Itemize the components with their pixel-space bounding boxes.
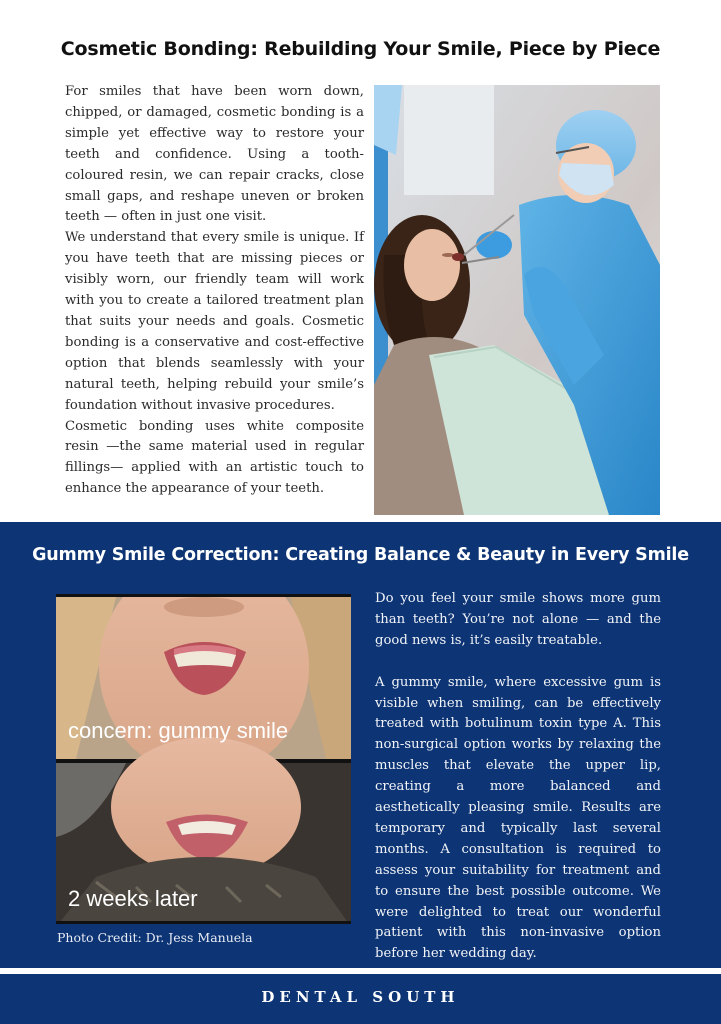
bonding-paragraph-1: For smiles that have been worn down, chipped, or damaged, cosmetic bonding is a simple yet effective way to restore your teeth and confidence. Using a tooth-coloured resin, we can repair cracks, close small gaps, and reshape uneven or broken teeth — often in just one visit.	[65, 84, 364, 225]
brand-name: DENTAL SOUTH	[261, 988, 460, 1006]
before-after-photos	[56, 594, 351, 924]
before-after-illustration	[56, 597, 351, 924]
before-caption: concern: gummy smile	[68, 718, 289, 743]
photo-credit: Photo Credit: Dr. Jess Manuela	[57, 930, 253, 945]
bonding-paragraph-3: Cosmetic bonding uses white composite resin —the same material used in regular fillings— applied with an artistic touch to enhance the appearance of your teeth.	[65, 418, 364, 497]
after-caption: 2 weeks later	[68, 886, 198, 911]
cosmetic-bonding-title: Cosmetic Bonding: Rebuilding Your Smile, Piece by Piece	[60, 38, 661, 60]
dental-photo-illustration	[374, 85, 660, 515]
gummy-paragraph-2: A gummy smile, where excessive gum is visible when smiling, can be effectively treated with botulinum toxin type A. This non-surgical option works by relaxing the muscles that elevate the upper lip, creating a more balanced and aesthetically pleasing smile. Results are temporary and typically last several months. A consultation is required to assess your suitability for treatment and to ensure the best possible outcome. We were delighted to treat our wonderful patient with this non-invasive option before her wedding day.	[375, 674, 661, 962]
dentist-treating-patient-photo	[374, 85, 660, 515]
gummy-paragraph-1: Do you feel your smile shows more gum than teeth? You’re not alone — and the good news is, it’s easily treatable.	[375, 591, 661, 648]
gummy-smile-body	[375, 589, 661, 965]
gummy-smile-title: Gummy Smile Correction: Creating Balance & Beauty in Every Smile	[32, 545, 689, 565]
cosmetic-bonding-body	[65, 82, 364, 500]
bonding-paragraph-2: We understand that every smile is unique. If you have teeth that are missing pieces or visibly worn, our friendly team will work with you to create a tailored treatment plan that suits your needs and goals. Cosmetic bonding is a conservative and cost-effective option that blends seamlessly with your natural teeth, helping rebuild your smile’s foundation without invasive procedures.	[65, 230, 364, 413]
